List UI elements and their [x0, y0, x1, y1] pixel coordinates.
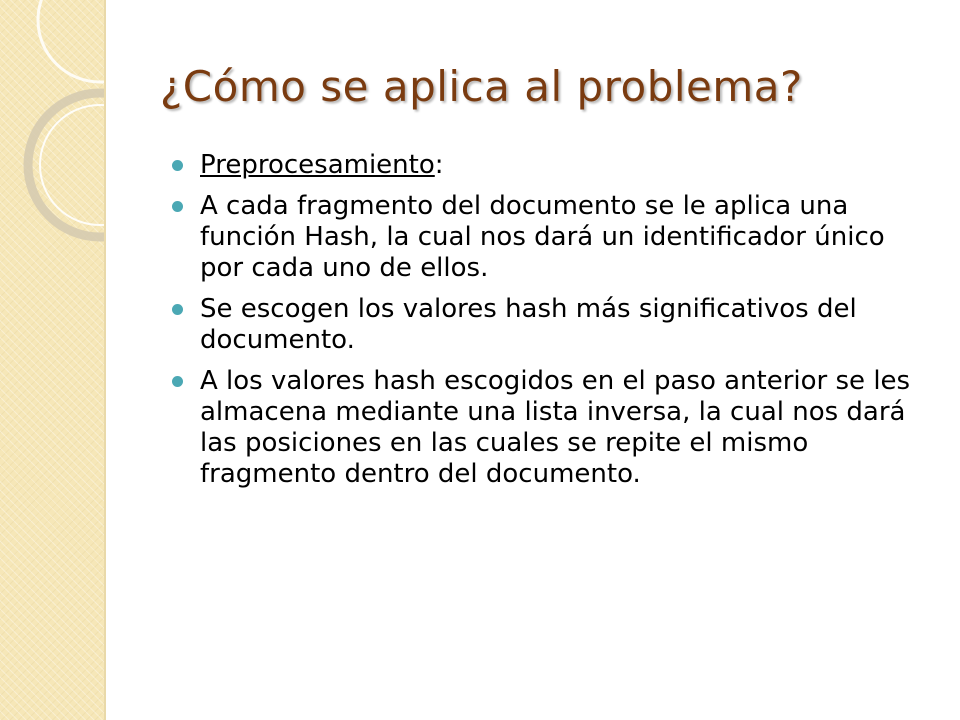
bullet-text: Se escogen los valores hash más significativos del documento. — [200, 294, 857, 355]
bullet-heading: Preprocesamiento — [200, 150, 435, 180]
bullet-item — [172, 294, 932, 356]
bullet-item — [172, 366, 932, 490]
bullet-heading-colon: : — [434, 150, 444, 180]
bullet-item — [172, 150, 932, 181]
bullet-list — [172, 150, 932, 500]
decorative-circles-icon — [0, 0, 104, 720]
bullet-text: A cada fragmento del documento se le aplica una función Hash, la cual nos dará un identificador único por cada uno de ellos. — [200, 191, 885, 283]
bullet-text: A los valores hash escogidos en el paso anterior se les almacena mediante una lista inversa, la cual nos dará las posiciones en las cuales se repite el mismo fragmento dentro del documento. — [200, 366, 911, 489]
bullet-item — [172, 191, 932, 284]
bullet-dot-icon — [172, 201, 183, 212]
slide-title: ¿Cómo se aplica al problema? — [160, 62, 803, 111]
bullet-dot-icon — [172, 160, 183, 171]
bullet-dot-icon — [172, 304, 183, 315]
bullet-dot-icon — [172, 376, 183, 387]
decorative-side-band — [0, 0, 106, 720]
